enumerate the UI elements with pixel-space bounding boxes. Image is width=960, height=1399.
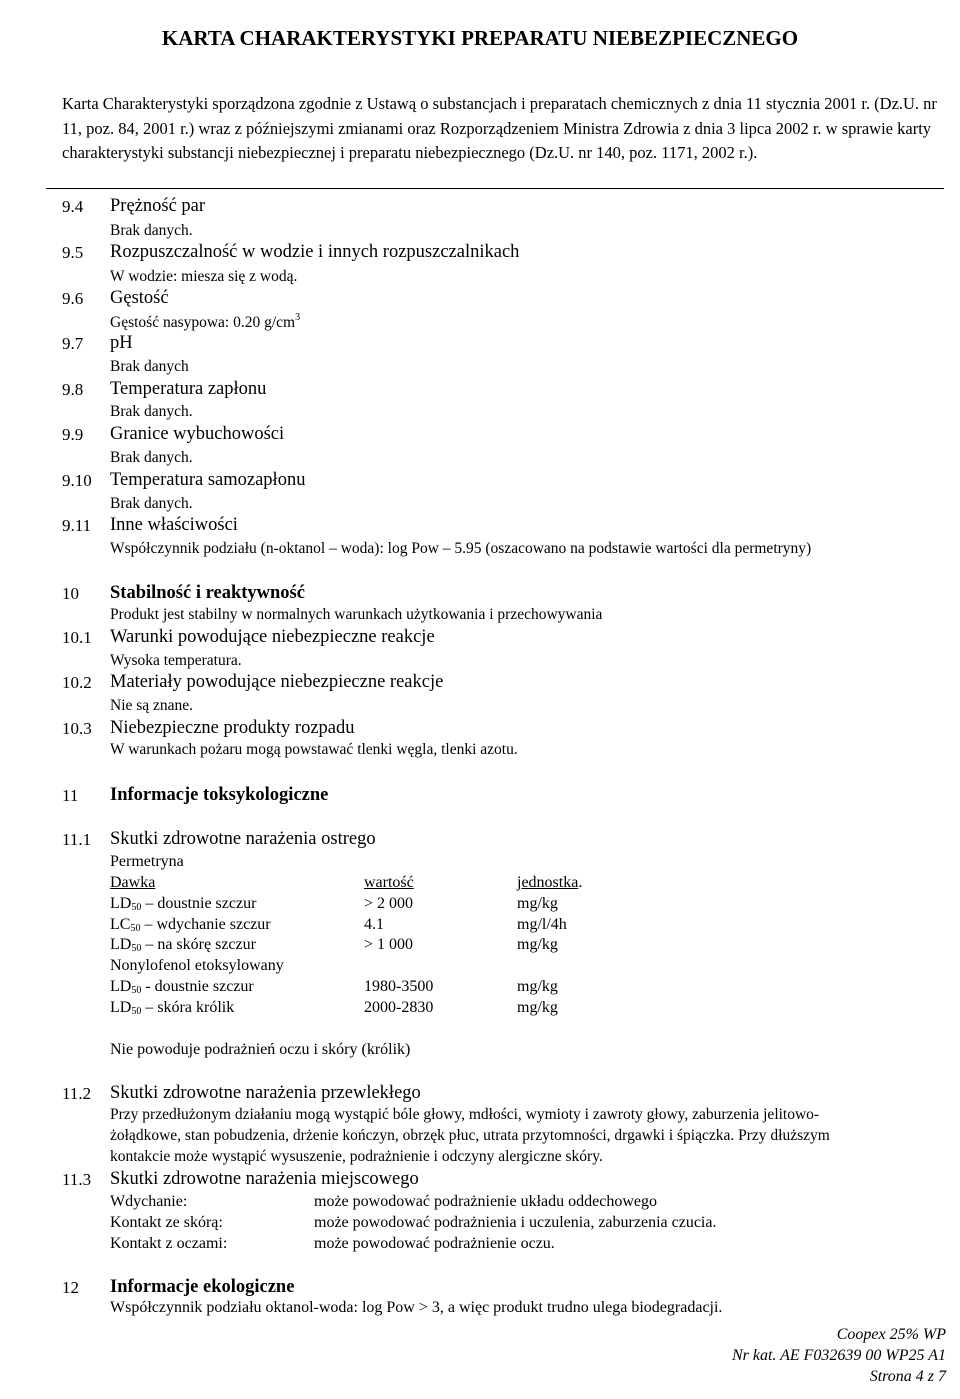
section-number: 11.3 [62,1170,92,1189]
section-number: 11 [62,786,79,805]
section-detail: Nie są znane. [110,697,194,714]
section-detail: Współczynnik podziału (n-oktanol – woda): log Pow – 5.95 (oszacowano na podstawie wartości dla permetryny) [110,540,812,557]
dose-route: – skóra królik [141,999,235,1016]
dose-type: LC [110,916,131,933]
section-heading: Niebezpieczne produkty rozpadu [110,718,355,738]
table-row-value: 2000-2830 [364,999,434,1016]
dose-subscript: 50 [131,985,142,996]
exposure-route: Kontakt ze skórą: [110,1214,223,1231]
table-header-unit [517,874,582,892]
section-detail: Wysoka temperatura. [110,652,242,669]
section-number: 11.2 [62,1084,92,1103]
substance-name: Permetryna [110,853,184,870]
section-number: 10.3 [62,719,92,738]
density-value: Gęstość nasypowa: 0.20 g/cm [110,314,296,331]
footer-catalog-number: Nr kat. AE F032639 00 WP25 A1 [731,1347,946,1364]
table-row-value: > 2 000 [364,895,414,912]
section-detail [110,312,300,332]
table-row-unit: mg/kg [517,895,558,912]
section-heading: Warunki powodujące niebezpieczne reakcje [110,627,435,647]
section-detail-line: Przy przedłużonym działaniu mogą wystąpić bóle głowy, mdłości, wymioty i zawroty głowy, zaburzenia jelitowo- [110,1106,820,1123]
dose-subscript: 50 [131,902,142,913]
section-heading: Informacje toksykologiczne [110,785,329,805]
section-heading: Prężność par [110,196,206,216]
section-detail: Brak danych [110,358,189,375]
dose-type: LD [110,999,132,1016]
dose-route: – na skórę szczur [141,936,256,953]
exposure-route: Wdychanie: [110,1193,188,1210]
table-header-value: wartość [364,874,414,891]
toxicology-note: Nie powoduje podrażnień oczu i skóry (królik) [110,1041,411,1058]
section-number: 9.6 [62,289,84,308]
exposure-route: Kontakt z oczami: [110,1235,228,1252]
section-number: 9.7 [62,334,84,353]
section-heading: Gęstość [110,288,169,308]
section-heading: Informacje ekologiczne [110,1277,295,1297]
table-row-unit: mg/l/4h [517,916,567,933]
exposure-effect: może powodować podrażnienie układu oddechowego [314,1193,657,1210]
table-row-dose [110,936,256,954]
section-heading: Skutki zdrowotne narażenia przewlekłego [110,1083,421,1103]
section-number: 9.9 [62,425,84,444]
footer-page-number: Strona 4 z 7 [869,1368,946,1385]
header-divider [46,188,944,189]
section-detail: W warunkach pożaru mogą powstawać tlenki węgla, tlenki azotu. [110,741,518,758]
legal-basis-paragraph: Karta Charakterystyki sporządzona zgodnie z Ustawą o substancjach i preparatach chemicznych z dnia 11 stycznia 2001 r. (Dz.U. nr 11, poz. 84, 2001 r.) wraz z późniejszymi zmianami oraz Rozporządzeniem Ministra Zdrowia z dnia 3 lipca 2002 r. w sprawie karty charakterystyki substancji niebezpiecznej i preparatu niebezpiecznego (Dz.U. nr 140, poz. 1171, 2002 r.). [62,94,937,162]
section-number: 9.10 [62,471,92,490]
substance-name: Nonylofenol etoksylowany [110,957,284,974]
table-row-dose [110,895,256,913]
section-heading: Materiały powodujące niebezpieczne reakcje [110,672,444,692]
table-row-unit: mg/kg [517,978,558,995]
exposure-effect: może powodować podrażnienia i uczulenia, zaburzenia czucia. [314,1214,717,1231]
section-heading: Inne właściwości [110,515,238,535]
section-heading: Rozpuszczalność w wodzie i innych rozpuszczalnikach [110,242,520,262]
dose-subscript: 50 [130,923,141,934]
section-detail: Produkt jest stabilny w normalnych warunkach użytkowania i przechowywania [110,606,603,623]
density-unit-exponent: 3 [295,312,301,323]
section-detail: Brak danych. [110,449,193,466]
section-detail: W wodzie: miesza się z wodą. [110,268,298,285]
section-number: 12 [62,1278,79,1297]
table-header-dot: . [578,874,583,891]
table-row-value: > 1 000 [364,936,414,953]
section-heading: Temperatura zapłonu [110,379,267,399]
section-number: 10.2 [62,673,92,692]
section-number: 11.1 [62,830,92,849]
dose-route: - doustnie szczur [141,978,254,995]
section-detail: Brak danych. [110,495,193,512]
footer-product-name: Coopex 25% WP [836,1326,946,1343]
table-header-unit-label: jednostka [517,874,579,891]
section-detail: Brak danych. [110,222,193,239]
section-number: 9.4 [62,197,84,216]
section-heading: Skutki zdrowotne narażenia miejscowego [110,1169,419,1189]
section-detail: Brak danych. [110,403,193,420]
section-number: 9.5 [62,243,84,262]
section-number: 10 [62,584,79,603]
section-number: 9.11 [62,516,92,535]
dose-route: – doustnie szczur [141,895,257,912]
section-number: 9.8 [62,380,84,399]
table-row-value: 1980-3500 [364,978,434,995]
section-detail: Współczynnik podziału oktanol-woda: log Pow > 3, a więc produkt trudno ulega biodegradacji. [110,1299,723,1316]
section-heading: Stabilność i reaktywność [110,583,305,603]
section-number: 10.1 [62,628,92,647]
table-row-unit: mg/kg [517,936,558,953]
document-title: KARTA CHARAKTERYSTYKI PREPARATU NIEBEZPIECZNEGO [161,26,799,50]
table-row-dose [110,916,271,934]
dose-route: – wdychanie szczur [140,916,271,933]
table-row-dose [110,999,234,1017]
table-row-dose [110,978,254,996]
table-row-value: 4.1 [364,916,384,933]
dose-subscript: 50 [131,943,142,954]
section-heading: pH [110,333,133,353]
section-heading: Granice wybuchowości [110,424,285,444]
exposure-effect: może powodować podrażnienie oczu. [314,1235,555,1252]
section-heading: Skutki zdrowotne narażenia ostrego [110,829,376,849]
dose-type: LD [110,978,132,995]
dose-type: LD [110,895,132,912]
table-header-dose: Dawka [110,874,156,891]
dose-type: LD [110,936,132,953]
table-row-unit: mg/kg [517,999,558,1016]
section-detail-line: kontakcie może wystąpić wysuszenie, podrażnienie i odczyny alergiczne skóry. [110,1148,603,1165]
dose-subscript: 50 [131,1006,142,1017]
section-heading: Temperatura samozapłonu [110,470,306,490]
section-detail-line: żołądkowe, stan pobudzenia, drżenie kończyn, obrzęk płuc, utrata przytomności, drgawki i śpiączka. Przy dłuższym [110,1127,830,1144]
